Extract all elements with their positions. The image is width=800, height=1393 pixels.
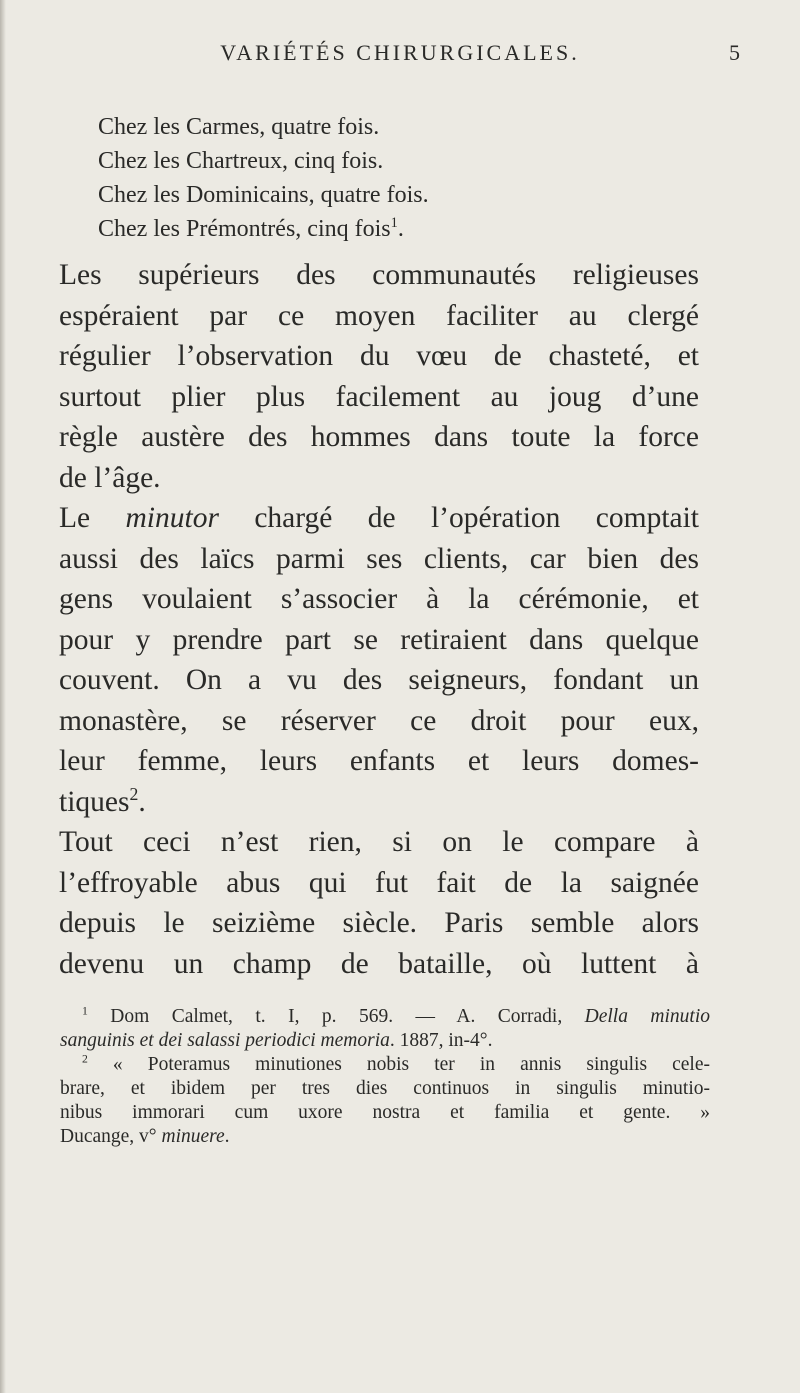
italic-title: Della minutio [584,1006,710,1027]
italic-term: minuere [161,1126,225,1147]
text-line: monastère, se réserver ce droit pour eux, [59,704,699,737]
text-line [59,498,699,539]
text-fragment: chargé de l’opération comptait [218,502,699,534]
text-line: surtout plier plus facilement au joug d’une [59,380,699,413]
text-fragment: tiques [59,785,130,818]
text-line: pour y prendre part se retiraient dans quelque [59,623,699,656]
footnote-2-line [60,1125,710,1149]
footnotes [60,1005,710,1149]
footnote-1-line [60,1005,710,1029]
text-line: l’effroyable abus qui fut fait de la saignée [59,866,699,899]
running-title: VARIÉTÉS CHIRURGICALES. [220,40,580,65]
text-fragment: Dom Calmet, t. I, p. 569. — A. Corradi, [110,1006,585,1027]
list-item: Chez les Chartreux, cinq fois. [98,148,384,174]
body-text [59,255,699,984]
footnote-1-line [60,1029,710,1053]
list-item: Chez les Dominicains, quatre fois. [98,182,429,208]
list-item-end: . [397,216,404,242]
footnote-2-line [60,1053,710,1077]
page-number: 5 [729,40,740,65]
list-item-text: Chez les Prémontrés, cinq fois [98,216,391,242]
text-line: Les supérieurs des communautés religieuses [59,259,699,291]
italic-term: minutor [125,502,219,534]
footnote-ref: 1 [390,215,398,231]
list-item: Chez les Carmes, quatre fois. [98,114,380,140]
footnote-marker: 1 [82,1004,88,1018]
running-head [60,40,740,74]
text-line: leur femme, leurs enfants et leurs domes- [59,745,699,777]
text-line: régulier l’observation du vœu de chasteté, et [59,340,699,372]
text-fragment: . [138,785,146,818]
text-line: devenu un champ de bataille, où luttent à [59,947,699,980]
text-line: depuis le seizième siècle. Paris semble alors [59,907,699,939]
text-line: couvent. On a vu des seigneurs, fondant un [59,664,699,696]
footnote-2-line: nibus immorari cum uxore nostra et familia et gente. » [60,1102,710,1123]
text-line: règle austère des hommes dans toute la force [59,421,699,453]
frequency-list [98,110,429,246]
italic-title: sanguinis et dei salassi periodici memoria [60,1030,390,1051]
text-fragment: Ducange, v° [60,1126,162,1147]
text-line: Tout ceci n’est rien, si on le compare à [59,826,699,858]
text-fragment: . [224,1126,230,1147]
text-fragment: Le [59,502,126,534]
footnote-2-line: brare, et ibidem per tres dies continuos in singulis minutio- [60,1078,710,1099]
page-binding-edge [0,0,6,1393]
text-line: de l’âge. [59,461,161,494]
footnote-marker: 2 [82,1052,88,1066]
text-line [59,782,699,823]
footnote-ref: 2 [129,783,139,804]
text-fragment: . 1887, in-4°. [389,1030,493,1051]
text-line: gens voulaient s’associer à la cérémonie, et [59,583,699,615]
text-line: espéraient par ce moyen faciliter au clergé [59,299,699,332]
text-fragment: « Poteramus minutiones nobis ter in annis singulis cele- [112,1054,710,1075]
list-item [98,212,429,246]
text-line: aussi des laïcs parmi ses clients, car bien des [59,542,699,575]
